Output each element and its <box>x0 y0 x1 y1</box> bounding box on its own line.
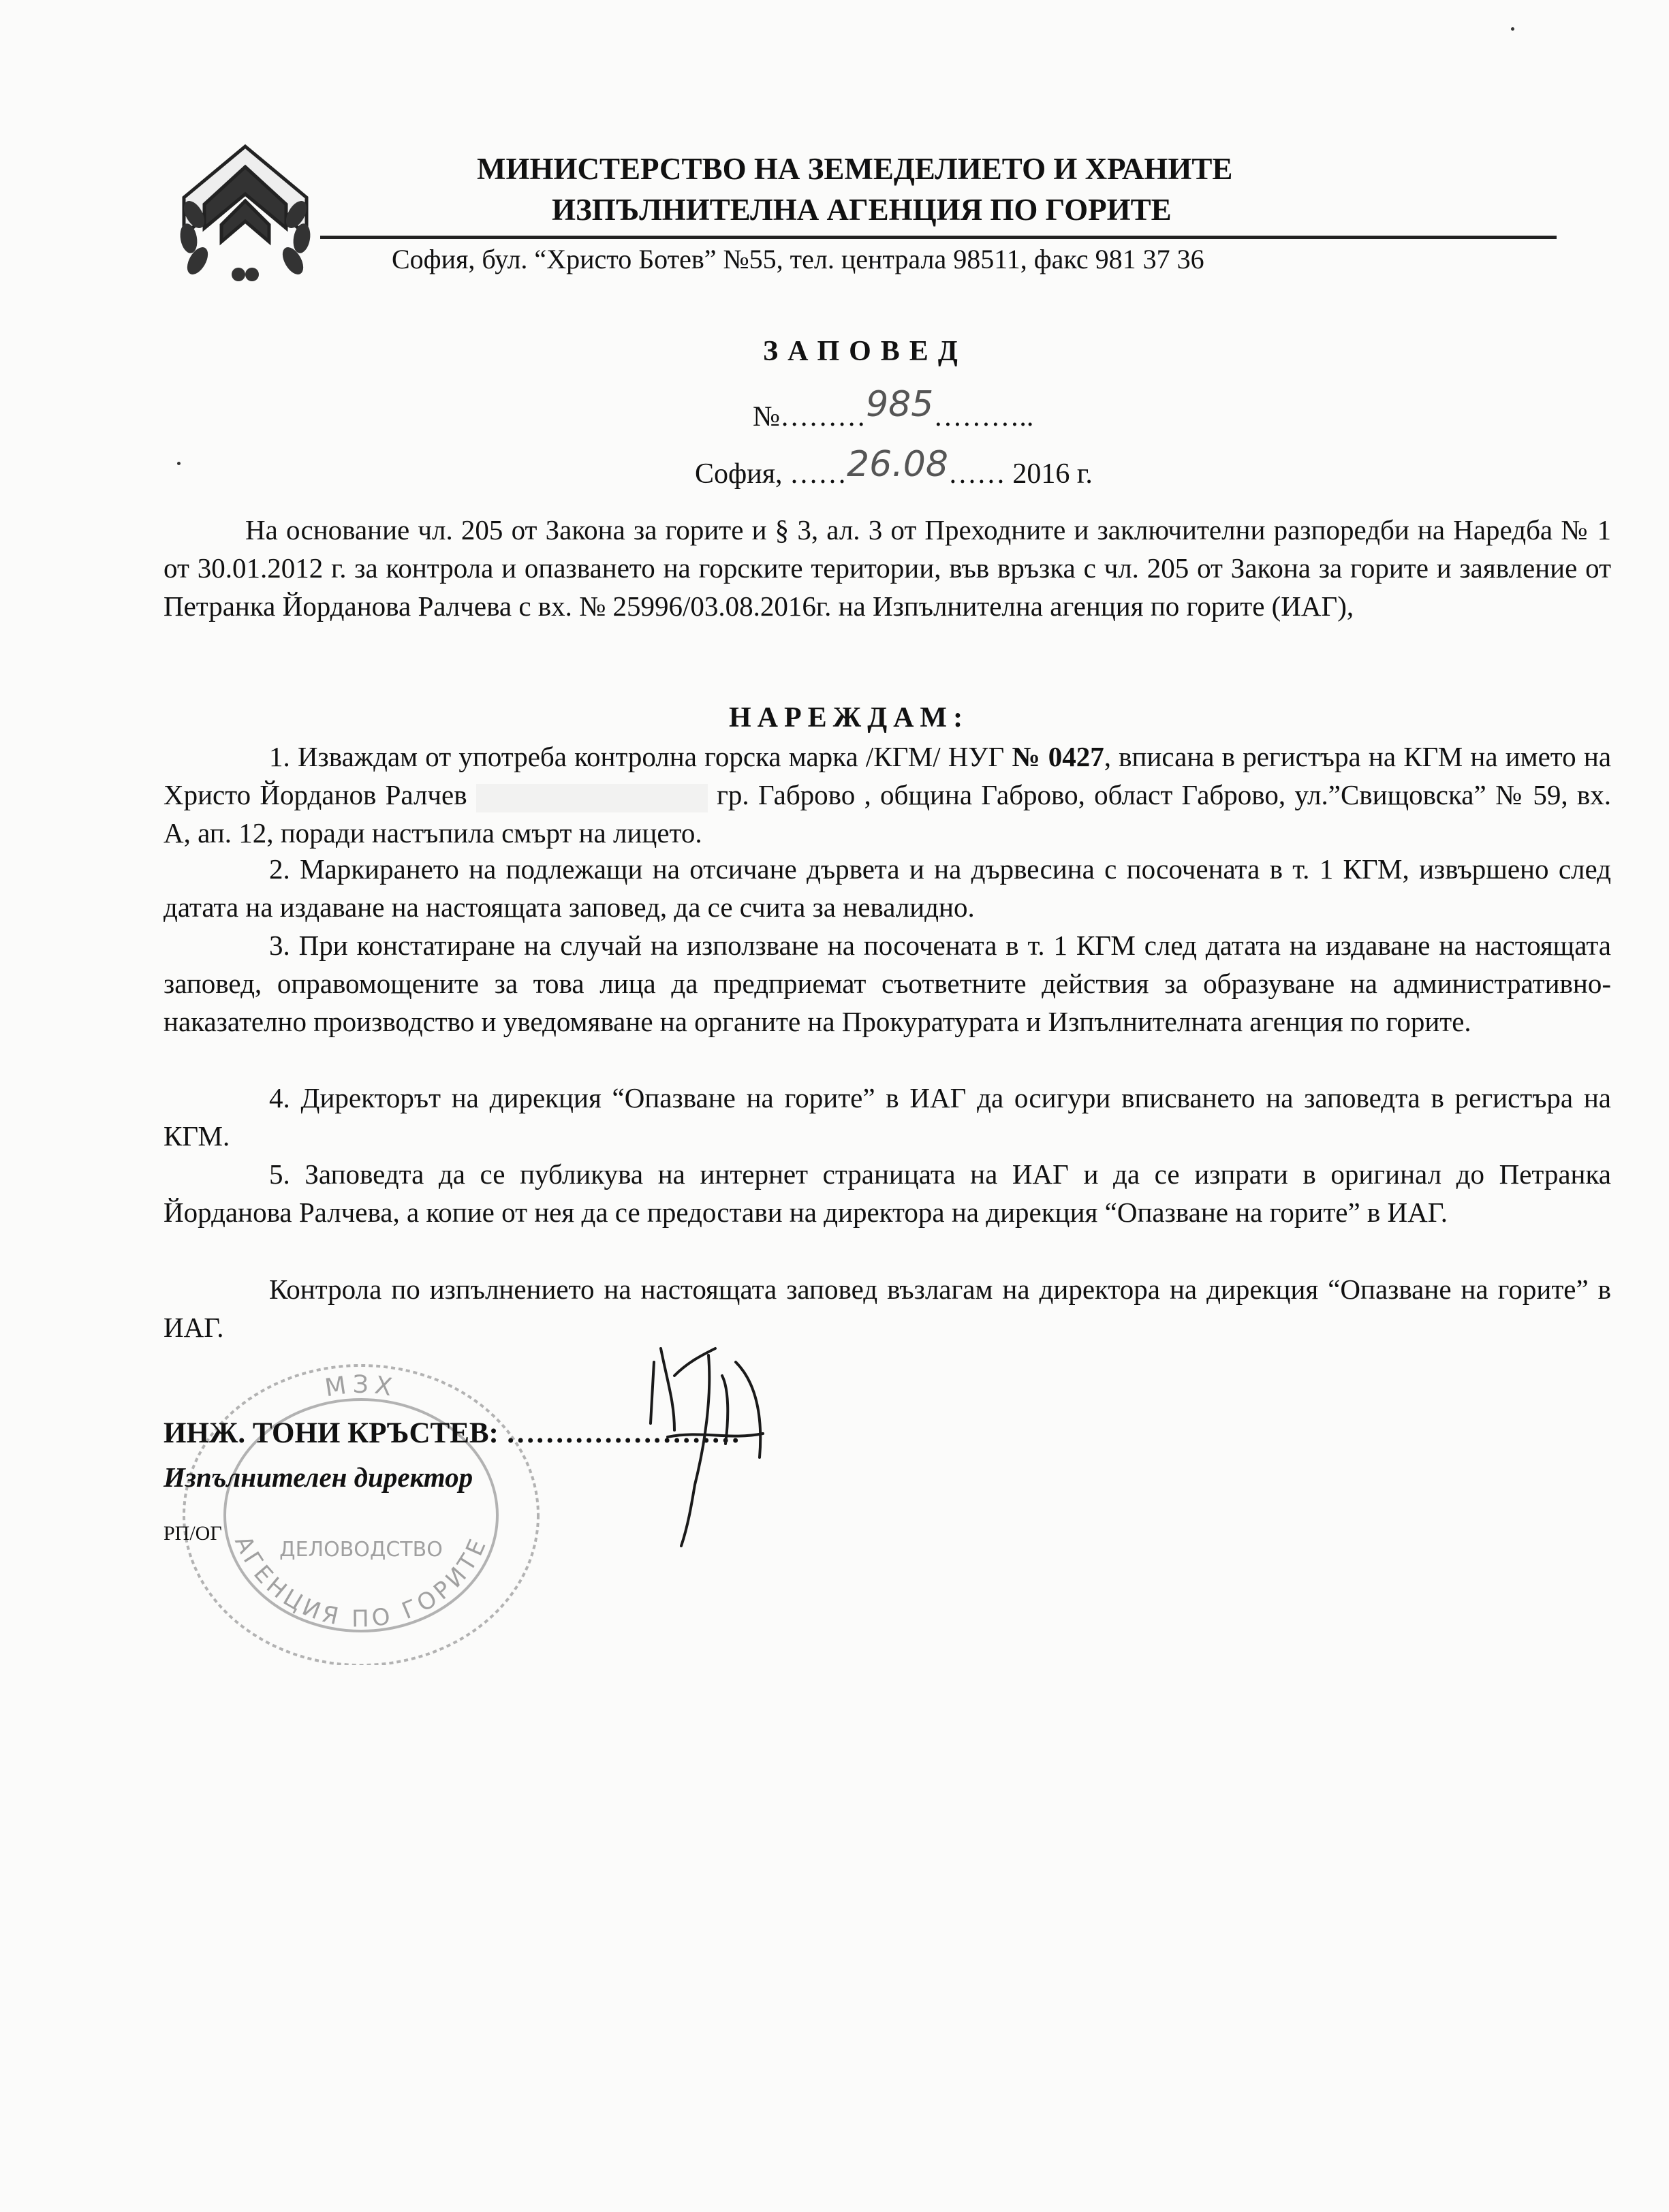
header-divider <box>320 236 1557 239</box>
ministry-name: МИНИСТЕРСТВО НА ЗЕМЕДЕЛИЕТО И ХРАНИТЕ <box>477 152 1233 186</box>
handwritten-order-number: 985 <box>866 384 934 425</box>
scan-speck <box>1511 27 1514 31</box>
signatory-position: Изпълнителен директор <box>163 1462 473 1493</box>
item-1-text-a: 1. Изваждам от употреба контролна горска марка /КГМ/ НУГ <box>269 741 1012 772</box>
date-dots-before: …… <box>790 458 847 490</box>
order-heading: НАРЕЖДАМ: <box>729 702 969 733</box>
prepared-by-initials: РП/ОГ <box>163 1522 222 1545</box>
date-city: София, <box>695 458 783 490</box>
handwritten-date: 26.08 <box>847 444 948 485</box>
item-1-mark-number: № 0427 <box>1012 741 1104 772</box>
number-dots-after: ……….. <box>933 401 1034 432</box>
date-year: 2016 г. <box>1012 458 1093 490</box>
svg-text:МЗХ <box>323 1371 399 1403</box>
stamp-bottom-text: АГЕНЦИЯ ПО ГОРИТЕ <box>229 1532 493 1633</box>
number-prefix: № <box>753 401 781 432</box>
stamp-inner-text: ДЕЛОВОДСТВО <box>279 1538 443 1562</box>
official-stamp <box>150 1352 572 1665</box>
number-dots-before: ……… <box>780 401 867 432</box>
closing-paragraph: Контрола по изпълнението на настоящата заповед възлагам на директора на дирекция “Опазване на горите” в ИАГ. <box>163 1274 1611 1343</box>
order-item-1 <box>163 738 1611 852</box>
date-dots-after: …… <box>948 458 1005 490</box>
document-title: ЗАПОВЕД <box>763 336 967 367</box>
order-item-4: 4. Директорът на дирекция “Опазване на горите” в ИАГ да осигури вписването на заповедта в регистъра на КГМ. <box>163 1082 1611 1152</box>
signatory-name: ИНЖ. ТОНИ КРЪСТЕВ: …………………… <box>163 1417 740 1449</box>
stamp-top-text: МЗХ <box>323 1370 400 1403</box>
order-date <box>695 444 1093 492</box>
item-1-text-c: гр. Габрово , община Габрово, област Габрово, ул.”Свищовска” № 59, вх. А, ап. 12, поради настъпила смърт на лицето. <box>163 779 1611 849</box>
intro-paragraph: На основание чл. 205 от Закона за горите и § 3, ал. 3 от Преходните и заключителни разпоредби на Наредба № 1 от 30.01.2012 г. за контрола и опазването на горските територии, във връзка с чл. 205 от Закона за горите и заявление от Петранка Йорданова Ралчева с вх. № 25996/03.08.2016г. на Изпълнителна агенция по горите (ИАГ), <box>163 514 1611 622</box>
scan-speck <box>177 462 181 465</box>
handwritten-signature <box>627 1321 790 1553</box>
agency-emblem-logo <box>174 140 317 286</box>
redacted-personal-id <box>476 784 708 812</box>
order-item-3: 3. При констатиране на случай на използване на посочената в т. 1 КГМ след датата на издаване на настоящата заповед, оправомощените за това лица да предприемат съответните действия за образуване на административно-наказателно производство и уведомяване на органите на Прокуратурата и Изпълнителната агенция по горите. <box>163 930 1611 1037</box>
order-number <box>753 384 1034 434</box>
item-1-text-b: , вписана в регистъра на КГМ на името на Христо Йорданов Ралчев <box>163 741 1612 810</box>
order-item-2: 2. Маркирането на подлежащи на отсичане дървета и на дървесина с посочената в т. 1 КГМ, извършено след датата на издаване на настоящата заповед, да се счита за невалидно. <box>163 853 1611 923</box>
agency-name: ИЗПЪЛНИТЕЛНА АГЕНЦИЯ ПО ГОРИТЕ <box>552 193 1172 227</box>
agency-address: София, бул. “Христо Ботев” №55, тел. централа 98511, факс 981 37 36 <box>392 244 1204 274</box>
order-item-5: 5. Заповедта да се публикува на интернет страницата на ИАГ и да се изпрати в оригинал до Петранка Йорданова Ралчева, а копие от нея да се предостави на директора на дирекция “Опазване на горите” в ИАГ. <box>163 1158 1611 1228</box>
